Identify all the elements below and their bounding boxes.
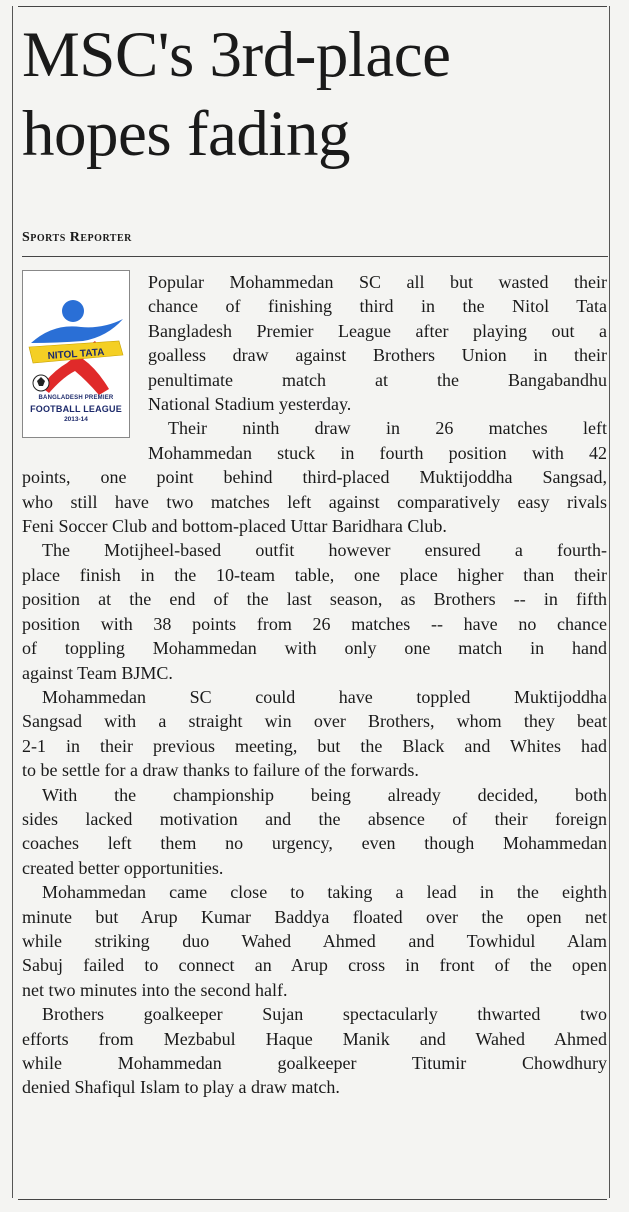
text-line: Popular Mohammedan SC all but wasted their: [148, 272, 607, 292]
text-line: denied Shafiqul Islam to play a draw match.: [22, 1077, 340, 1098]
text-line: sides lacked motivation and the absence of their foreign: [22, 808, 607, 829]
text-line: The Motijheel-based outfit however ensured a fourth-: [42, 540, 607, 561]
paragraph-7: [0, 1002, 629, 1100]
text-line: Their ninth draw in 26 matches left: [168, 418, 607, 439]
paragraph-2-wrapped: [0, 416, 629, 465]
logo-season: 2013-14: [64, 416, 88, 423]
text-line: position at the end of the last season, as Brothers -- in fifth: [22, 589, 607, 610]
text-line: 2-1 in their previous meeting, but the Black and Whites had: [22, 735, 607, 756]
article-body: [0, 270, 629, 1100]
text-line: Sabuj failed to connect an Arup cross in front of the open: [22, 955, 607, 976]
text-line: Mohammedan came close to taking a lead in the eighth: [42, 882, 607, 903]
text-line: position with 38 points from 26 matches -- have no chance: [22, 613, 607, 634]
text-line: Mohammedan SC could have toppled Muktijoddha: [42, 686, 607, 707]
text-line: against Team BJMC.: [22, 662, 173, 683]
headline: [22, 16, 612, 174]
text-line: Brothers goalkeeper Sujan spectacularly thwarted two: [42, 1004, 607, 1025]
paragraph-6: [0, 880, 629, 1002]
text-line: efforts from Mezbabul Haque Manik and Wahed Ahmed: [22, 1028, 607, 1049]
paragraph-3: [0, 538, 629, 684]
text-line: who still have two matches left against comparatively easy rivals: [22, 491, 607, 512]
top-rule: [18, 6, 607, 7]
logo-league-line2: FOOTBALL LEAGUE: [30, 404, 122, 414]
text-line: Mohammedan stuck in fourth position with 42: [148, 442, 607, 463]
text-line: place finish in the 10-team table, one place higher than their: [22, 564, 607, 585]
text-line: points, one point behind third-placed Muktijoddha Sangsad,: [22, 467, 607, 488]
text-line: of toppling Mohammedan with only one match in hand: [22, 638, 607, 659]
text-line: to be settle for a draw thanks to failure of the forwards.: [22, 760, 419, 781]
text-line: coaches left them no urgency, even though Mohammedan: [22, 833, 607, 854]
logo-banner-text: NITOL TATA: [47, 347, 105, 362]
byline-rule: [22, 256, 608, 257]
text-line: while striking duo Wahed Ahmed and Towhidul Alam: [22, 930, 607, 951]
paragraph-5: [0, 783, 629, 881]
text-line: goalless draw against Brothers Union in their: [148, 345, 607, 366]
text-line: Feni Soccer Club and bottom-placed Uttar Baridhara Club.: [22, 516, 447, 537]
text-line: created better opportunities.: [22, 857, 224, 878]
text-line: National Stadium yesterday.: [148, 394, 352, 415]
headline-line-1: MSC's 3rd-place: [22, 19, 451, 91]
byline: Sports Reporter: [22, 230, 132, 245]
headline-line-2: hopes fading: [22, 98, 350, 170]
text-line: minute but Arup Kumar Baddya floated over the open net: [22, 906, 607, 927]
paragraph-2: [0, 465, 629, 538]
text-line: Bangladesh Premier League after playing out a: [148, 320, 607, 341]
text-line: net two minutes into the second half.: [22, 979, 288, 1000]
text-line: penultimate match at the Bangabandhu: [148, 369, 607, 390]
text-line: With the championship being already decided, both: [42, 784, 607, 805]
text-line: Sangsad with a straight win over Brothers, whom they beat: [22, 711, 607, 732]
paragraph-4: [0, 685, 629, 783]
bottom-rule: [18, 1199, 607, 1200]
text-line: chance of finishing third in the Nitol Tata: [148, 296, 607, 317]
logo-league-line1: BANGLADESH PREMIER: [38, 395, 114, 401]
text-line: while Mohammedan goalkeeper Titumir Chowdhury: [22, 1053, 607, 1073]
paragraph-1: [0, 270, 629, 416]
